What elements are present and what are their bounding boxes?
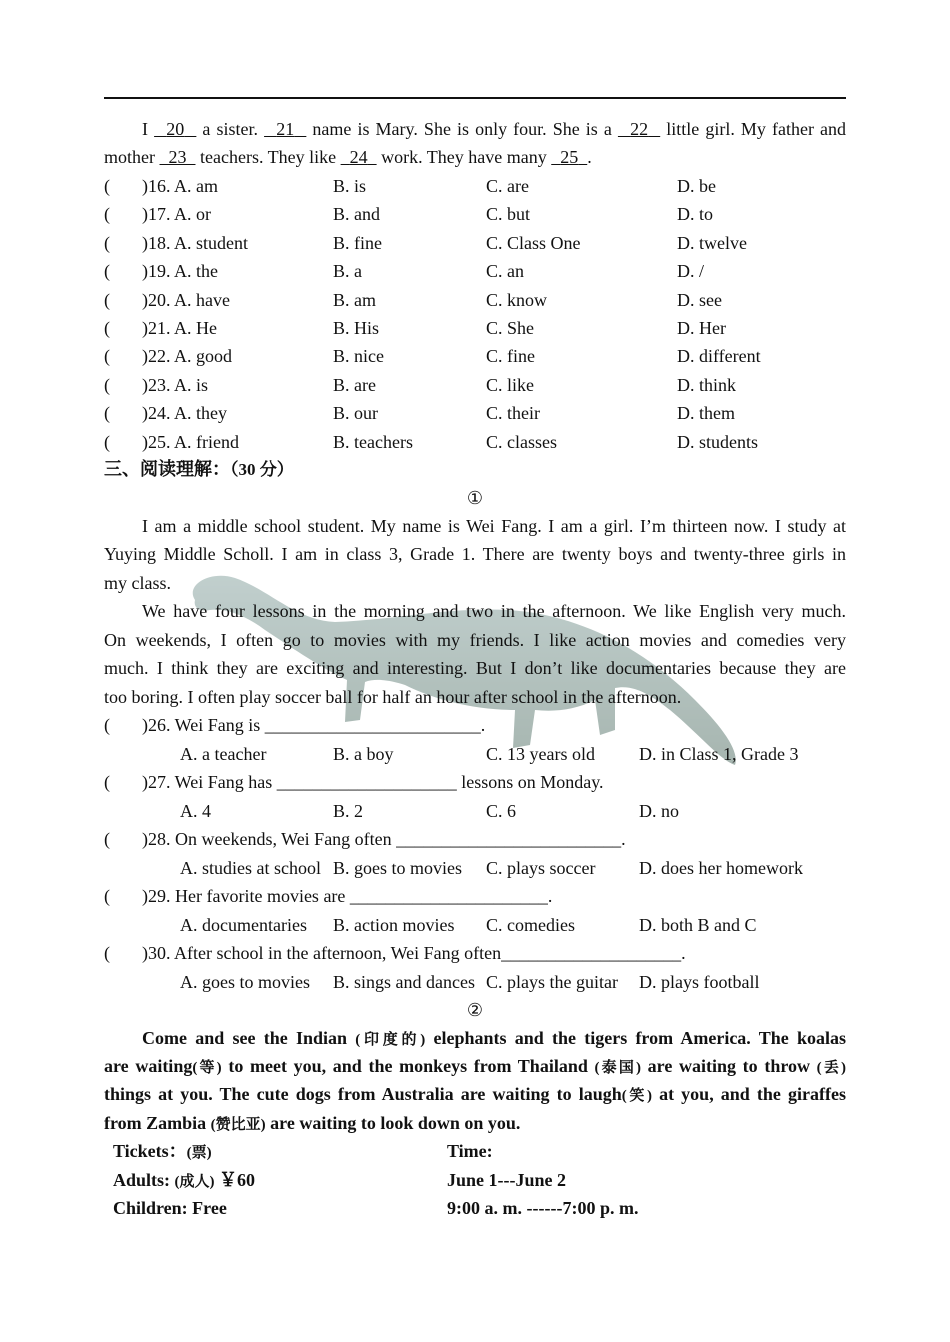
option-b: B. goes to movies bbox=[333, 857, 462, 878]
question-option-a: )24. A. they bbox=[142, 403, 227, 424]
question-option-a: )25. A. friend bbox=[142, 431, 239, 452]
option-d: D. both B and C bbox=[639, 914, 757, 935]
option-c: C. are bbox=[486, 176, 529, 196]
option-d: D. plays football bbox=[639, 971, 760, 992]
header-rule bbox=[104, 97, 846, 99]
option-d: D. see bbox=[677, 289, 722, 310]
question-option-a: )16. A. am bbox=[142, 176, 218, 196]
question-stem: )26. Wei Fang is ________________________. bbox=[142, 715, 486, 735]
passage-1-para-1-line-2: Yuying Middle Scholl. I am in class 3, Grade 1. There are twenty boys and twenty-three girls in bbox=[104, 544, 846, 564]
option-b: B. 2 bbox=[333, 800, 364, 821]
question-option-a: )17. A. or bbox=[142, 204, 211, 225]
blank-23: 23 bbox=[168, 147, 187, 167]
option-c: C. know bbox=[486, 289, 548, 310]
option-b: B. action movies bbox=[333, 914, 455, 935]
option-c: C. Class One bbox=[486, 232, 581, 253]
option-d: D. be bbox=[677, 176, 716, 196]
option-b: B. nice bbox=[333, 346, 384, 367]
reading-question bbox=[104, 711, 846, 739]
option-d: D. in Class 1, Grade 3 bbox=[639, 743, 799, 764]
option-b: B. sings and dances bbox=[333, 971, 475, 992]
hours-text: 9:00 a. m. ------7:00 p. m. bbox=[447, 1198, 639, 1218]
option-c: C. their bbox=[486, 403, 540, 424]
answer-paren: ( bbox=[104, 943, 110, 963]
time-label: Time: bbox=[447, 1141, 493, 1161]
answer-paren: ( bbox=[104, 886, 110, 906]
answer-paren: ( bbox=[104, 715, 110, 735]
answer-paren: ( bbox=[104, 232, 110, 253]
option-a: A. 4 bbox=[180, 800, 211, 821]
option-b: B. is bbox=[333, 176, 367, 196]
question-option-a: )20. A. have bbox=[142, 289, 230, 310]
option-d: D. different bbox=[677, 346, 761, 367]
blank-25: 25 bbox=[560, 147, 579, 167]
option-d: D. students bbox=[677, 431, 758, 452]
option-d: D. / bbox=[677, 261, 704, 282]
cloze-passage-line-2: mother 23 teachers. They like 24 work. They have many 25 . bbox=[104, 147, 592, 167]
option-c: C. 6 bbox=[486, 800, 517, 821]
answer-paren: ( bbox=[104, 176, 110, 196]
reading-question bbox=[104, 825, 846, 853]
question-option-a: )22. A. good bbox=[142, 346, 232, 367]
section-3-title: 三、阅读理解：（30 分） bbox=[104, 459, 294, 480]
passage-1-para-1-line-3: my class. bbox=[104, 573, 171, 593]
passage-2-line-4: from Zambia (赞比亚) are waiting to look down on you. bbox=[104, 1113, 521, 1133]
answer-paren: ( bbox=[104, 346, 110, 367]
reading-options bbox=[104, 968, 846, 996]
cloze-question-row bbox=[104, 286, 846, 314]
passage-1-para-2-line-2: On weekends, I often go to movies with my friends. I like action movies and comedies very bbox=[104, 630, 846, 650]
option-a: A. documentaries bbox=[180, 914, 307, 935]
answer-paren: ( bbox=[104, 261, 110, 282]
question-stem: )27. Wei Fang has ____________________ lessons on Monday. bbox=[142, 772, 604, 792]
option-d: D. them bbox=[677, 403, 735, 424]
cloze-question-row bbox=[104, 172, 846, 200]
option-b: B. fine bbox=[333, 232, 382, 253]
option-d: D. to bbox=[677, 204, 713, 225]
cloze-passage-line-1: I 20 a sister. 21 name is Mary. She is only four. She is a 22 little girl. My father and bbox=[142, 119, 847, 139]
blank-22: 22 bbox=[630, 119, 649, 139]
option-d: D. think bbox=[677, 374, 737, 395]
option-c: C. She bbox=[486, 318, 535, 338]
answer-paren: ( bbox=[104, 374, 110, 395]
option-c: C. plays soccer bbox=[486, 857, 596, 878]
option-c: C. an bbox=[486, 261, 524, 282]
children-price: Children: Free bbox=[113, 1198, 227, 1218]
option-d: D. no bbox=[639, 800, 679, 821]
dates-text: June 1---June 2 bbox=[447, 1170, 567, 1190]
option-b: B. are bbox=[333, 374, 376, 395]
option-d: D. twelve bbox=[677, 232, 747, 253]
tickets-label: Tickets：(票) bbox=[113, 1141, 212, 1161]
reading-options bbox=[104, 911, 846, 939]
option-b: B. and bbox=[333, 204, 380, 225]
option-b: B. our bbox=[333, 403, 378, 424]
option-a: A. goes to movies bbox=[180, 971, 310, 992]
reading-question bbox=[104, 882, 846, 910]
cloze-question-row bbox=[104, 200, 846, 228]
option-c: C. but bbox=[486, 204, 531, 225]
answer-paren: ( bbox=[104, 403, 110, 424]
reading-question bbox=[104, 768, 846, 796]
reading-options bbox=[104, 854, 846, 882]
passage-1-para-1-line-1: I am a middle school student. My name is Wei Fang. I am a girl. I’m thirteen now. I study at bbox=[142, 516, 846, 536]
passage-2-line-2: are waiting(等) to meet you, and the monkeys from Thailand (泰国) are waiting to throw (丢) bbox=[104, 1056, 846, 1076]
answer-paren: ( bbox=[104, 289, 110, 310]
passage-2-line-3: things at you. The cute dogs from Australia are waiting to laugh(笑) at you, and the giraffes bbox=[104, 1084, 847, 1104]
question-option-a: )21. A. He bbox=[142, 318, 217, 338]
option-a: A. studies at school bbox=[180, 857, 321, 878]
passage-1-para-2-line-4: too boring. I often play soccer ball for half an hour after school in the afternoon. bbox=[104, 687, 682, 707]
cloze-question-row bbox=[104, 428, 846, 456]
reading-question bbox=[104, 939, 846, 967]
passage-2-marker: ② bbox=[466, 1000, 484, 1020]
option-c: C. 13 years old bbox=[486, 743, 595, 764]
option-d: D. Her bbox=[677, 318, 726, 338]
blank-21: 21 bbox=[276, 119, 295, 139]
blank-24: 24 bbox=[349, 147, 368, 167]
reading-options bbox=[104, 740, 846, 768]
option-b: B. am bbox=[333, 289, 376, 310]
passage-1-marker: ① bbox=[466, 488, 484, 508]
answer-paren: ( bbox=[104, 431, 110, 452]
option-b: B. a boy bbox=[333, 743, 394, 764]
option-b: B. His bbox=[333, 318, 380, 338]
blank-20: 20 bbox=[166, 119, 185, 139]
option-c: C. plays the guitar bbox=[486, 971, 618, 992]
passage-1-para-2-line-1: We have four lessons in the morning and two in the afternoon. We like English very much. bbox=[142, 601, 846, 621]
passage-1-para-2-line-3: much. I think they are exciting and interesting. But I don’t like documentaries because they are bbox=[104, 658, 846, 678]
cloze-question-row bbox=[104, 314, 846, 342]
option-c: C. like bbox=[486, 374, 534, 395]
answer-paren: ( bbox=[104, 772, 110, 792]
answer-paren: ( bbox=[104, 318, 110, 338]
question-option-a: )18. A. student bbox=[142, 232, 248, 253]
question-option-a: )19. A. the bbox=[142, 261, 218, 282]
option-c: C. fine bbox=[486, 346, 535, 367]
option-d: D. does her homework bbox=[639, 857, 803, 878]
option-a: A. a teacher bbox=[180, 743, 267, 764]
adults-price: Adults: (成人) ￥60 bbox=[113, 1170, 256, 1190]
question-stem: )29. Her favorite movies are ______________________. bbox=[142, 886, 553, 906]
passage-2-line-1: Come and see the Indian (印度的) elephants and the tigers from America. The koalas bbox=[142, 1028, 846, 1048]
reading-options bbox=[104, 797, 846, 825]
cloze-question-row bbox=[104, 342, 846, 370]
question-stem: )28. On weekends, Wei Fang often _________________________. bbox=[142, 829, 626, 849]
option-b: B. teachers bbox=[333, 431, 413, 452]
answer-paren: ( bbox=[104, 204, 110, 225]
cloze-question-row bbox=[104, 399, 846, 427]
question-option-a: )23. A. is bbox=[142, 374, 209, 395]
answer-paren: ( bbox=[104, 829, 110, 849]
cloze-question-row bbox=[104, 257, 846, 285]
option-c: C. comedies bbox=[486, 914, 575, 935]
option-b: B. a bbox=[333, 261, 362, 282]
option-c: C. classes bbox=[486, 431, 557, 452]
cloze-question-row bbox=[104, 371, 846, 399]
question-stem: )30. After school in the afternoon, Wei Fang often____________________. bbox=[142, 943, 686, 963]
cloze-question-row bbox=[104, 229, 846, 257]
